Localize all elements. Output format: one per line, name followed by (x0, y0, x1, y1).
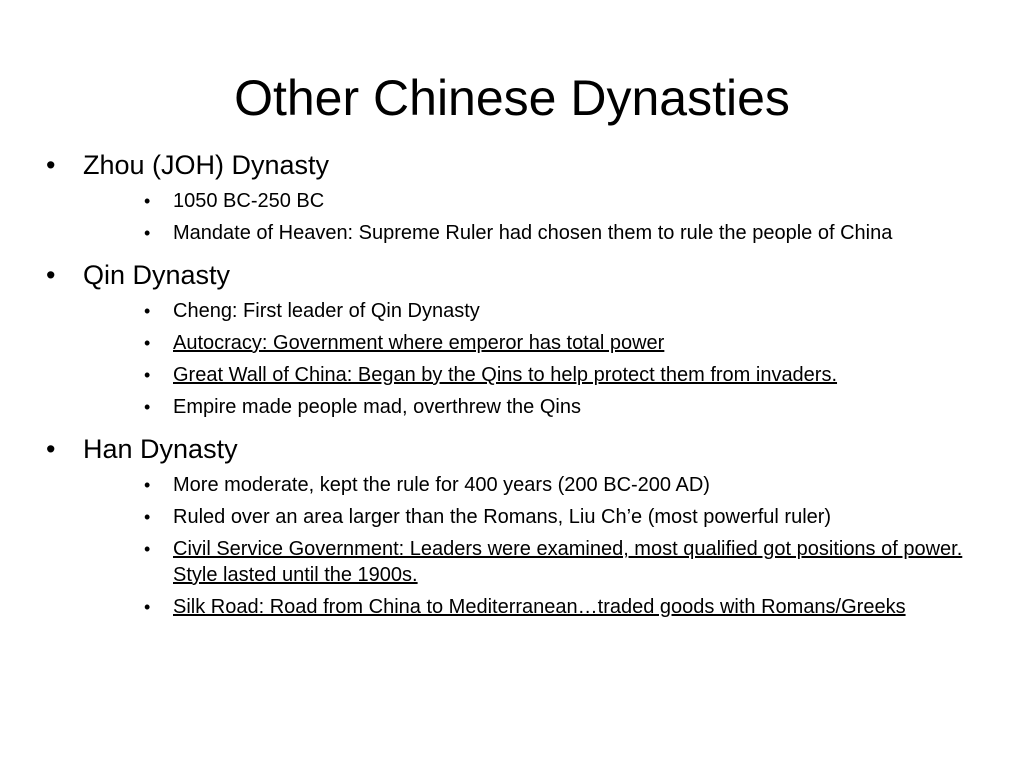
bullet-icon: • (144, 507, 151, 527)
bullet-icon: • (46, 260, 56, 290)
section-han-dynasty (46, 432, 986, 466)
bullet-icon: • (144, 365, 151, 385)
bullet-icon: • (144, 191, 151, 211)
bullet-icon: • (46, 434, 56, 464)
list-item-text: 1050 BC-250 BC (173, 190, 325, 212)
list-item (46, 394, 986, 420)
list-item-text: Civil Service Government: Leaders were examined, most qualified got positions of power. Style lasted until the 1900s. (173, 538, 963, 586)
list-item-text: Autocracy: Government where emperor has total power (173, 332, 665, 354)
list-item-text: Mandate of Heaven: Supreme Ruler had chosen them to rule the people of China (173, 222, 893, 244)
list-item (46, 220, 986, 246)
list-item (46, 298, 986, 324)
list-item-text: Silk Road: Road from China to Mediterranean…traded goods with Romans/Greeks (173, 596, 906, 618)
list-item-text: Ruled over an area larger than the Romans, Liu Ch’e (most powerful ruler) (173, 506, 832, 528)
list-item (46, 536, 986, 588)
section-items (46, 188, 986, 246)
list-item-text: Cheng: First leader of Qin Dynasty (173, 300, 480, 322)
section-zhou-dynasty (46, 148, 986, 182)
bullet-icon: • (144, 333, 151, 353)
bullet-icon: • (46, 150, 56, 180)
list-item (46, 504, 986, 530)
section-heading: Qin Dynasty (83, 260, 231, 290)
bullet-icon: • (144, 539, 151, 559)
bullet-icon: • (144, 301, 151, 321)
bullet-icon: • (144, 597, 151, 617)
section-heading: Han Dynasty (83, 434, 238, 464)
list-item (46, 362, 986, 388)
list-item (46, 188, 986, 214)
list-item (46, 330, 986, 356)
slide-content (46, 148, 986, 620)
list-item-text: Great Wall of China: Began by the Qins to help protect them from invaders. (173, 364, 838, 386)
list-item (46, 594, 986, 620)
section-items (46, 298, 986, 420)
slide-title: Other Chinese Dynasties (234, 70, 790, 126)
section-qin-dynasty (46, 258, 986, 292)
bullet-icon: • (144, 223, 151, 243)
bullet-icon: • (144, 475, 151, 495)
list-item (46, 472, 986, 498)
section-heading: Zhou (JOH) Dynasty (83, 150, 330, 180)
section-items (46, 472, 986, 620)
bullet-icon: • (144, 397, 151, 417)
list-item-text: More moderate, kept the rule for 400 years (200 BC-200 AD) (173, 474, 710, 496)
list-item-text: Empire made people mad, overthrew the Qins (173, 396, 581, 418)
